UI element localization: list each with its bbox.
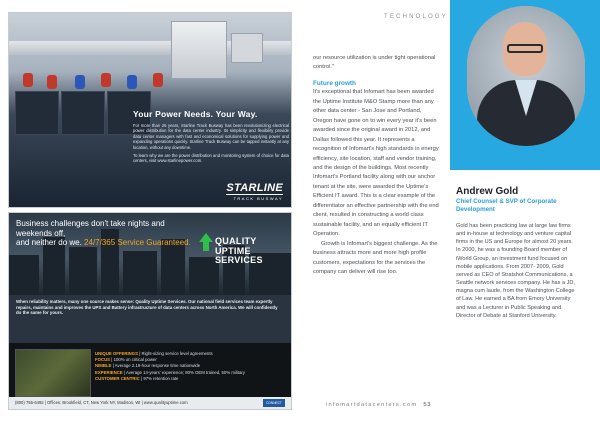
server-cabinet (61, 91, 105, 135)
ups-equipment-photo (15, 349, 91, 397)
headline-line-1: Business challenges don't take nights and weekends off, (16, 219, 165, 238)
profile-bio: Gold has been practicing law at large law firms and in-house at technology and venture capital firms in the US and Europe for almost 20 years. In 2000, he was a founding Board member of iWorld Group, an investment fund focused on mobile applications. From 2007- 2009, Gold served as CEO of Stratshot Communications, a Seattle network services company. He has a JD, magna cum laude, from the Washington College of Law. He earned a BA from Emory University and was a Lecturer in Public Speaking and Director of Debate at Stanford University. (456, 223, 575, 319)
list-item: FOCUS | 100% on critical power (95, 357, 157, 363)
logo-wordmark (215, 237, 263, 266)
article-body (313, 54, 441, 277)
article-paragraph-2: Growth is Infomart's biggest challenge. As the business attracts more and more high profile customers, expectations for the services the company can deliver will rise too. (313, 240, 438, 275)
building (69, 247, 97, 295)
profile-sidebar (450, 0, 600, 424)
power-box (171, 21, 227, 79)
blue-plug-icon (75, 75, 85, 89)
logo-line-3: SERVICES (215, 255, 263, 265)
power-box-small (231, 33, 263, 63)
feature-text: Average 2.19-hour response time nationwide (114, 363, 201, 369)
feature-text: Right-sizing service level agreements (141, 351, 213, 356)
headline-line-2 (16, 238, 196, 248)
starline-cta: To learn why we are the power distribution and monitoring system of choice for data centers, visit www.starlinepower.com. (133, 153, 289, 164)
article-intro: our resource utilization is under tight operational control." (313, 55, 436, 71)
headline-highlight: 24/7/365 Service Guaranteed. (84, 238, 191, 247)
ad-footer-contact[interactable]: (800) 755-6492 | Offices: Brookfield, CT, New York NY, Madison, WI | www.qualityuptime.com (15, 400, 188, 405)
feature-text: 100% on critical power (113, 357, 157, 363)
building (9, 255, 39, 295)
starline-copy (133, 109, 289, 167)
list-item: EXPERIENCE | Average 14-years' experience; 80% OEM trained, 50% military (95, 369, 245, 375)
quality-uptime-headline (16, 219, 196, 248)
page-footer (326, 402, 431, 408)
headline-line-2-text: and neither do we. (16, 238, 85, 247)
building (123, 251, 157, 295)
glasses-icon (507, 44, 543, 53)
profile-title: Chief Counsel & SVP of Corporate Development (456, 198, 557, 213)
feature-key: CUSTOMER CENTRIC (95, 375, 140, 381)
connect-badge[interactable]: CONNECT (263, 399, 285, 407)
starline-logo-sub: TRACK BUSWAY (226, 194, 283, 201)
red-plug-icon (23, 73, 33, 87)
blue-plug-icon (127, 75, 137, 89)
feature-text: 97% retention rate (143, 375, 179, 381)
feature-key: EXPERIENCE (95, 369, 123, 375)
feature-key: FOCUS (95, 357, 111, 363)
article-subheading: Future growth (313, 79, 356, 87)
profile-photo (467, 6, 585, 146)
article-paragraph-1: It's exceptional that Infomart has been awarded the Uptime Institute M&O Stamp more than any other data center - San Jose and Portland, Oregon have gone on to win every year it's been awarded since the original award in 2012, and Dallas followed this year. It represents a recognition of Infomart's high standards in energy efficiency, site location, staff and vendor training, and the design of the buildings. Most recently Infomart's Portland facility along with our anchor tenant at the site, were awarded the Uptime's Efficient IT award. This is a clear example of the differentiator an effective partnership with the end client, resulted in constructing a world class sustainable facility, and an equally efficient IT Operation. (313, 89, 439, 238)
starline-body: For more than 25 years, Starline Track Busway has been revolutionizing electrical power distribution for the data center industry. Its simplicity and flexibility provide data center managers with fast and economical solutions for supplying power and expanding operations quickly. Starline Track Busway can be tapped instantly at any location, without any downtime. (133, 123, 289, 150)
feature-key: NIMBLE (95, 363, 112, 369)
profile-name: Andrew Gold (456, 186, 519, 197)
sidebar-header-band (450, 0, 600, 170)
starline-logo (226, 182, 283, 201)
ad-footer-bar (9, 397, 291, 409)
starline-ad[interactable] (8, 12, 292, 208)
server-cabinet (15, 91, 59, 135)
logo-line-1: QUALITY (215, 236, 257, 246)
up-arrow-stem (203, 241, 209, 251)
starline-logo-main: STARLINE (226, 182, 283, 194)
quality-uptime-ad[interactable] (8, 212, 292, 410)
red-plug-icon (153, 73, 163, 87)
feature-list (95, 351, 287, 382)
quality-uptime-description: When reliability matters, many one source makes sense: Quality Uptime Services. Our national field services team expertly repairs, maintains and improves the UPS and Battery infrastructure of data centers across North America. We will confidently do the same for yours. (16, 299, 278, 316)
section-label: TECHNOLOGY (384, 14, 449, 20)
list-item: NIMBLE | Average 2.19-hour response time nationwide (95, 363, 201, 369)
logo-line-2: UPTIME (215, 245, 251, 256)
page-number: 53 (423, 402, 432, 408)
feature-key: UNIQUE OFFERINGS (95, 351, 138, 356)
footer-site: infomartdatacenters.com (326, 402, 418, 408)
list-item: UNIQUE OFFERINGS | Right-sizing service level agreements (95, 351, 213, 356)
starline-headline: Your Power Needs. Your Way. (133, 109, 258, 119)
list-item: CUSTOMER CENTRIC | 97% retention rate (95, 375, 179, 381)
feature-text: Average 14-years' experience; 80% OEM trained, 50% military (125, 369, 245, 375)
red-plug-icon (101, 73, 111, 87)
red-plug-icon (47, 75, 57, 89)
